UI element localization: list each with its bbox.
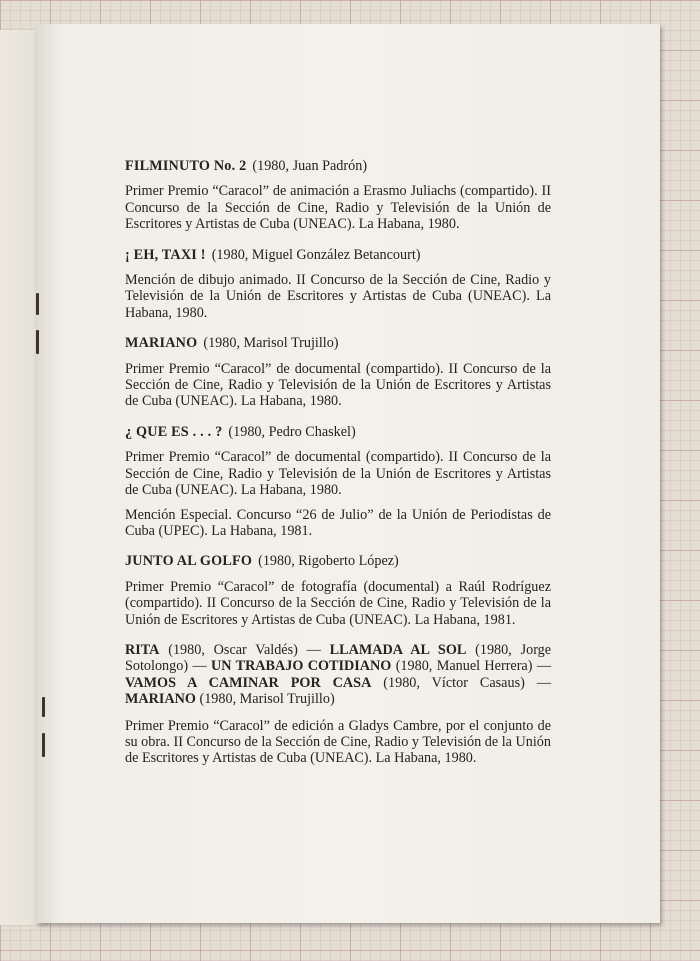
- film-title: MARIANO: [125, 691, 196, 708]
- entry-heading: [125, 158, 551, 174]
- film-meta: (1980, Pedro Chaskel): [228, 423, 356, 440]
- film-meta: (1980, Juan Padrón): [252, 158, 368, 174]
- award-entry: [125, 553, 551, 628]
- film-title: FILMINUTO No. 2: [125, 158, 247, 174]
- entry-heading: [125, 335, 551, 351]
- entry-heading: [125, 247, 551, 263]
- staple-top-lower: [36, 330, 39, 354]
- award-text: Primer Premio “Caracol” de documental (compartido). II Concurso de la Sección de Cine, Radio y Televisión de la Unión de Escritores y Artistas de Cuba (UNEAC). La Habana, 1980.: [125, 360, 551, 410]
- entry-heading: [125, 553, 551, 569]
- separator: —: [192, 658, 207, 675]
- award-text: Primer Premio “Caracol” de documental (compartido). II Concurso de la Sección de Cine, Radio y Televisión de la Unión de Escritores y Artistas de Cuba (UNEAC). La Habana, 1980.: [125, 449, 551, 499]
- film-meta: (1980, Oscar Valdés): [168, 641, 298, 658]
- award-entry: [125, 335, 551, 410]
- film-title: ¿ QUE ES . . . ?: [125, 423, 223, 440]
- film-title: ¡ EH, TAXI !: [125, 246, 206, 263]
- film-meta: (1980, Jorge Sotolongo): [125, 641, 552, 675]
- award-text: Primer Premio “Caracol” de animación a Erasmo Juliachs (compartido). II Concurso de la Sección de Cine, Radio y Televisión de la Unión de Escritores y Artistas de Cuba (UNEAC). La Habana, 1980.: [125, 183, 551, 233]
- page-content: [125, 158, 551, 781]
- film-title: JUNTO AL GOLFO: [125, 553, 253, 570]
- film-title: UN TRABAJO COTIDIANO: [211, 658, 392, 675]
- staple-top: [36, 293, 39, 315]
- award-text: Mención Especial. Concurso “26 de Julio” de la Unión de Periodistas de Cuba (UPEC). La Habana, 1981.: [125, 506, 551, 539]
- film-meta: (1980, Miguel González Betancourt): [211, 246, 421, 263]
- award-entry: [125, 424, 551, 539]
- film-title: LLAMADA AL SOL: [329, 641, 467, 658]
- award-text: Mención de dibujo animado. II Concurso de la Sección de Cine, Radio y Televisión de la Unión de Escritores y Artistas de Cuba (UNEAC). La Habana, 1980.: [125, 272, 551, 321]
- award-text: Primer Premio “Caracol” de edición a Gladys Cambre, por el conjunto de su obra. II Concurso de la Sección de Cine, Radio y Televisión de la Unión de Escritores y Artistas de Cuba (UNEAC). La Habana, 1980.: [125, 717, 551, 767]
- film-title: VAMOS A CAMINAR POR CASA: [125, 674, 372, 691]
- staple-bottom: [42, 697, 45, 717]
- combined-film-list: [125, 642, 551, 708]
- staple-bottom-lower: [42, 733, 45, 757]
- separator: —: [536, 674, 551, 691]
- film-meta: (1980, Manuel Herrera): [395, 658, 533, 675]
- award-entry: [125, 247, 551, 322]
- separator: —: [536, 658, 552, 675]
- film-title: MARIANO: [125, 335, 198, 352]
- award-text: Primer Premio “Caracol” de fotografía (documental) a Raúl Rodríguez (compartido). II Concurso de la Sección de Cine, Radio y Televisión de la Unión de Escritores y Artistas de Cuba (UNEAC). La Habana, 1981.: [125, 578, 551, 628]
- film-meta: (1980, Rigoberto López): [258, 553, 399, 570]
- film-meta: (1980, Víctor Casaus): [383, 674, 525, 691]
- entry-heading: [125, 424, 551, 440]
- film-title: RITA: [125, 641, 160, 658]
- award-entry: [125, 158, 551, 233]
- film-meta: (1980, Marisol Trujillo): [199, 691, 335, 708]
- combined-award-entry: [125, 642, 551, 767]
- separator: —: [306, 641, 321, 658]
- film-meta: (1980, Marisol Trujillo): [203, 335, 339, 352]
